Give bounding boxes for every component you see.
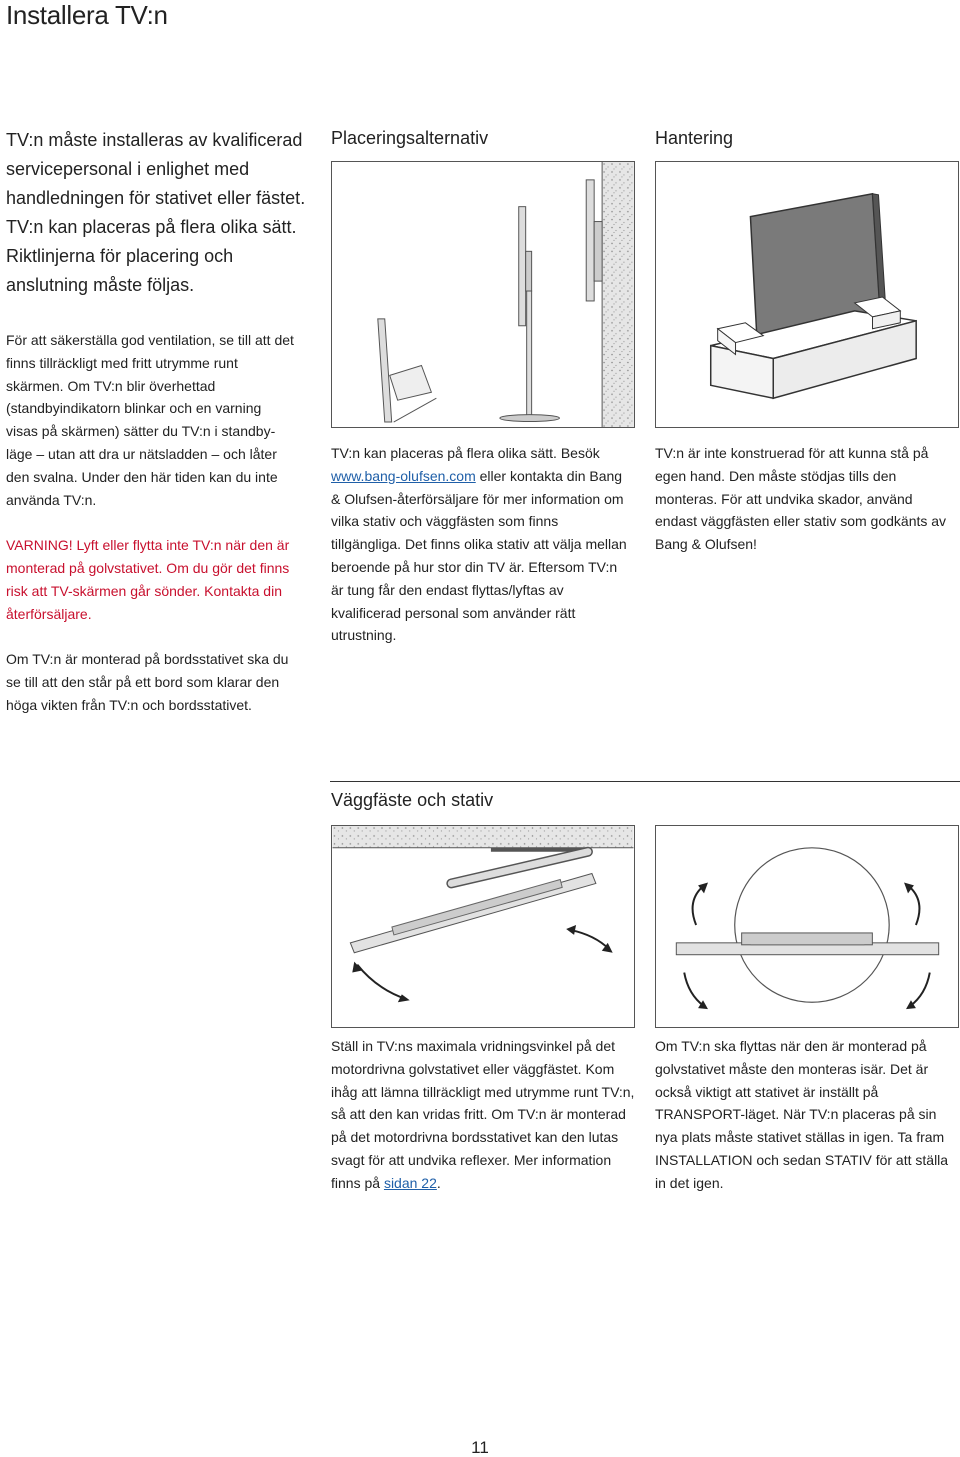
left-column — [6, 329, 296, 739]
hantering-text: TV:n är inte konstruerad för att kunna stå på egen hand. Den måste stödjas tills den monteras. För att undvika skador, använd endast väggfästen eller stativ som godkänts av Bang & Olufsen! — [655, 445, 947, 553]
floor-stand-illustration — [655, 825, 959, 1028]
placering-text-end: eller kontakta din Bang & Olufsen-återförsäljare för mer information om vilka stativ och väggfästen som finns tillgängliga. Det finns olika stativ att välja mellan beroende på hur stor din TV är. Eftersom TV:n är tung får den endast flyttas/lyftas av kvalificerad personal som använder rätt utrustning. — [331, 467, 627, 644]
intro-text: TV:n måste installeras av kvalificerad servicepersonal i enlighet med handledningen för stativet eller fästet. TV:n kan placeras på flera olika sätt. Riktlinjerna för placering och anslutning måste följas. — [6, 130, 306, 295]
vaggfaste-left-text — [331, 1035, 636, 1217]
placering-text — [331, 442, 631, 670]
page-title: Installera TV:n — [6, 0, 168, 30]
vaggfaste-left-text-end: . — [436, 1174, 441, 1191]
wall-bracket-illustration — [331, 825, 635, 1028]
page-22-link[interactable]: sidan 22 — [383, 1174, 437, 1191]
placering-heading: Placeringsalternativ — [331, 128, 489, 148]
vaggfaste-right-text: Om TV:n ska flyttas när den är monterad på golvstativet måste den monteras isär. Det är också viktigt att stativet är inställt på TRANSPORT-läget. När TV:n placeras på sin nya plats måste stativet ställas in igen. Ta fram INSTALLATION och sedan STATIV för att ställa in det igen. — [655, 1038, 949, 1191]
vaggfaste-heading: Väggfäste och stativ — [331, 790, 494, 810]
ventilation-paragraph: För att säkerställa god ventilation, se till att det finns tillräckligt med fritt utrymme runt skärmen. Om TV:n blir överhettad (standbyindikatorn blinkar och en varning visas på skärmen) sätter du TV:n i standby-läge – utan att dra ur nätsladden – och låter den svalna. Under den här tiden kan du inte använda TV:n. — [6, 332, 294, 508]
table-stand-paragraph: Om TV:n är monterad på bordsstativet ska du se till att den står på ett bord som klarar den höga vikten från TV:n och bordsstativet. — [6, 651, 289, 713]
vaggfaste-left-text-start: Ställ in TV:ns maximala vridningsvinkel på det motordrivna golvstativet eller väggfästet. Kom ihåg att lämna tillräckligt med utrymme runt TV:n, så att den kan vridas fritt. Om TV:n är monterad på det motordrivna bordsstativet kan den lutas svagt för att undvika reflexer. Mer information finns på — [331, 1038, 635, 1191]
wall-bracket-drawing — [332, 826, 634, 1027]
bang-olufsen-link[interactable]: www.bang-olufsen.com — [331, 467, 476, 484]
handling-drawing — [656, 162, 958, 427]
hantering-heading: Hantering — [655, 128, 734, 148]
warning-paragraph: VARNING! Lyft eller flytta inte TV:n när den är monterad på golvstativet. Om du gör det finns risk att TV-skärmen går sönder. Kontakta din återförsäljare. — [6, 537, 290, 622]
placement-illustration — [331, 161, 635, 428]
floor-stand-drawing — [656, 826, 958, 1027]
section-divider — [330, 781, 960, 782]
page-number: 11 — [471, 1438, 489, 1457]
handling-illustration — [655, 161, 959, 428]
placering-text-start: TV:n kan placeras på flera olika sätt. Besök — [331, 445, 600, 461]
placement-drawing — [332, 162, 634, 427]
